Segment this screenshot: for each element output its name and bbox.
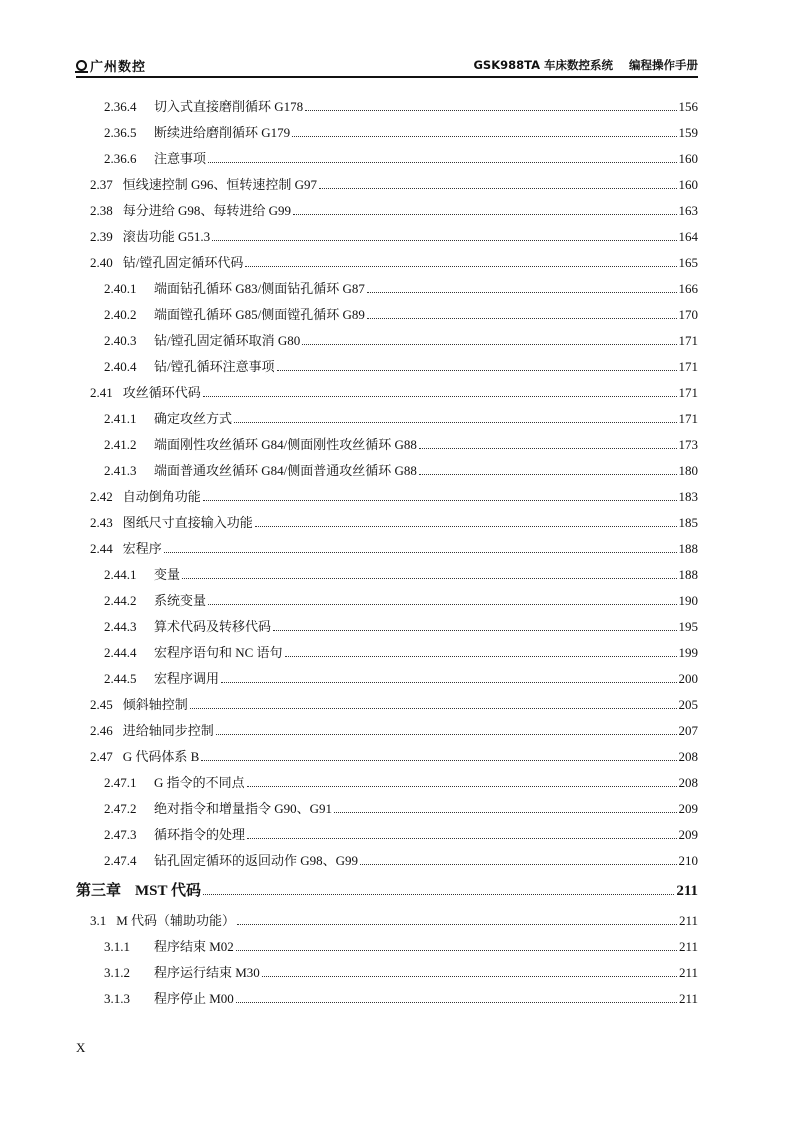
toc-leader-dots <box>367 318 677 319</box>
toc-page-number: 209 <box>678 827 698 842</box>
toc-section-title: 程序停止 M00 <box>154 991 234 1006</box>
toc-section-title: 每分进给 G98、每转进给 G99 <box>122 203 292 218</box>
doc-subtitle: 编程操作手册 <box>629 58 698 72</box>
toc-section-number: 2.37 <box>90 177 113 192</box>
toc-page-number: 159 <box>678 125 698 140</box>
toc-section-title: 注意事项 <box>154 151 207 166</box>
toc-section-number: 2.36.5 <box>104 125 137 140</box>
toc-section-title: 端面刚性攻丝循环 G84/侧面刚性攻丝循环 G88 <box>154 437 417 452</box>
toc-page-number: 160 <box>678 177 698 192</box>
toc-page-number: 208 <box>678 775 698 790</box>
toc-page-number: 163 <box>678 203 698 218</box>
toc-page-number: 207 <box>678 723 698 738</box>
toc-leader-dots <box>305 110 676 111</box>
toc-section-number: 2.47.3 <box>104 827 137 842</box>
toc-section-number: 2.45 <box>90 697 113 712</box>
toc-entry[interactable] <box>76 433 698 453</box>
toc-leader-dots <box>203 396 677 397</box>
page-number: X <box>76 1040 86 1055</box>
toc-leader-dots <box>273 630 676 631</box>
toc-chapter-entry[interactable] <box>76 879 698 899</box>
toc-section-number: 2.44.2 <box>104 593 137 608</box>
toc-section-number: 2.47.1 <box>104 775 137 790</box>
toc-section-number: 2.44 <box>90 541 113 556</box>
toc-leader-dots <box>319 188 676 189</box>
toc-section-number: 2.44.4 <box>104 645 137 660</box>
toc-page-number: 171 <box>678 333 698 348</box>
toc-section-number: 3.1.1 <box>104 939 130 954</box>
toc-section-title: 钻/镗孔固定循环取消 G80 <box>154 333 301 348</box>
toc-leader-dots <box>419 448 677 449</box>
toc-page-number: 208 <box>678 749 698 764</box>
toc-section-number: 2.38 <box>90 203 113 218</box>
toc-section-number: 2.36.4 <box>104 99 137 114</box>
toc-section-number: 3.1.3 <box>104 991 130 1006</box>
toc-leader-dots <box>236 950 677 951</box>
toc-entry[interactable] <box>76 641 698 661</box>
toc-section-title: 宏程序语句和 NC 语句 <box>154 645 283 660</box>
company-logo <box>76 56 146 74</box>
toc-page-number: 211 <box>678 991 698 1006</box>
page-header <box>76 56 698 74</box>
toc-section-title: 宏程序调用 <box>154 671 220 686</box>
toc-entry[interactable] <box>76 823 698 843</box>
toc-entry[interactable] <box>76 147 698 167</box>
toc-leader-dots <box>190 708 677 709</box>
toc-section-title: 攻丝循环代码 <box>122 385 201 400</box>
toc-section-title: 循环指令的处理 <box>154 827 246 842</box>
toc-entry[interactable] <box>76 537 698 557</box>
toc-entry[interactable] <box>76 251 698 271</box>
logo-icon <box>76 60 87 71</box>
toc-section-title: 算术代码及转移代码 <box>154 619 272 634</box>
toc-entry[interactable] <box>76 329 698 349</box>
toc-entry[interactable] <box>76 485 698 505</box>
toc-section-number: 2.41.3 <box>104 463 137 478</box>
header-divider <box>76 76 698 78</box>
toc-entry[interactable] <box>76 745 698 765</box>
toc-section-title: 变量 <box>154 567 181 582</box>
toc-section-number: 2.42 <box>90 489 113 504</box>
toc-section-number: 2.39 <box>90 229 113 244</box>
toc-section-number: 3.1 <box>90 913 107 928</box>
toc-page-number: 180 <box>678 463 698 478</box>
toc-page-number: 173 <box>678 437 698 452</box>
toc-section-title: 绝对指令和增量指令 G90、G91 <box>154 801 333 816</box>
toc-section-number: 2.41 <box>90 385 113 400</box>
toc-page-number: 195 <box>678 619 698 634</box>
toc-page-number: 164 <box>678 229 698 244</box>
toc-entry[interactable] <box>76 797 698 817</box>
toc-entry[interactable] <box>76 849 698 869</box>
toc-section-number: 2.40.2 <box>104 307 137 322</box>
toc-entry[interactable] <box>76 615 698 635</box>
toc-leader-dots <box>236 1002 677 1003</box>
toc-section-number: 2.47 <box>90 749 113 764</box>
toc-entry[interactable] <box>76 199 698 219</box>
toc-entry[interactable] <box>76 303 698 323</box>
toc-section-number: 2.40.4 <box>104 359 137 374</box>
toc-entry[interactable] <box>76 935 698 955</box>
toc-section-title: 程序结束 M02 <box>154 939 234 954</box>
toc-page-number: 188 <box>678 541 698 556</box>
toc-section-title: 恒线速控制 G96、恒转速控制 G97 <box>122 177 318 192</box>
toc-entry[interactable] <box>76 667 698 687</box>
toc-section-number: 2.40 <box>90 255 113 270</box>
toc-leader-dots <box>237 924 677 925</box>
toc-entry[interactable] <box>76 719 698 739</box>
toc-page-number: 209 <box>678 801 698 816</box>
toc-section-number: 2.41.1 <box>104 411 137 426</box>
toc-page-number: 210 <box>678 853 698 868</box>
toc-page-number: 205 <box>678 697 698 712</box>
doc-title: GSK988TA 车床数控系统 <box>473 58 613 72</box>
toc-leader-dots <box>419 474 677 475</box>
toc-page-number: 211 <box>678 965 698 980</box>
toc-page-number: 156 <box>678 99 698 114</box>
toc-entry[interactable] <box>76 121 698 141</box>
toc-entry[interactable] <box>76 173 698 193</box>
toc-entry[interactable] <box>76 987 698 1007</box>
toc-entry[interactable] <box>76 693 698 713</box>
toc-section-title: 端面普通攻丝循环 G84/侧面普通攻丝循环 G88 <box>154 463 417 478</box>
toc-entry[interactable] <box>76 589 698 609</box>
toc-section-number: 2.44.3 <box>104 619 137 634</box>
toc-section-title: 确定攻丝方式 <box>154 411 233 426</box>
toc-section-number: 2.46 <box>90 723 113 738</box>
toc-leader-dots <box>277 370 677 371</box>
toc-leader-dots <box>212 240 676 241</box>
toc-leader-dots <box>293 214 676 215</box>
logo-text: 广州数控 <box>90 59 147 75</box>
toc-page-number: 171 <box>678 411 698 426</box>
toc-leader-dots <box>164 552 677 553</box>
toc-leader-dots <box>247 786 677 787</box>
toc-entry[interactable] <box>76 909 698 929</box>
toc-page-number: 166 <box>678 281 698 296</box>
toc-page-number: 160 <box>678 151 698 166</box>
toc-section-number: 2.47.4 <box>104 853 137 868</box>
toc-section-title: 断续进给磨削循环 G179 <box>154 125 291 140</box>
toc-page-number: 211 <box>678 913 698 928</box>
toc-leader-dots <box>203 894 674 895</box>
toc-section-number: 2.41.2 <box>104 437 137 452</box>
toc-entry[interactable] <box>76 511 698 531</box>
toc-leader-dots <box>216 734 677 735</box>
toc-leader-dots <box>262 976 677 977</box>
header-title <box>473 56 698 74</box>
toc-section-number: 2.40.1 <box>104 281 137 296</box>
toc-leader-dots <box>221 682 676 683</box>
toc-section-title: 滚齿功能 G51.3 <box>122 229 211 244</box>
toc-section-title: 端面镗孔循环 G85/侧面镗孔循环 G89 <box>154 307 365 322</box>
toc-section-title: 系统变量 <box>154 593 207 608</box>
toc-section-number: 2.40.3 <box>104 333 137 348</box>
toc-section-title: 自动倒角功能 <box>122 489 201 504</box>
toc-section-title: 切入式直接磨削循环 G178 <box>154 99 304 114</box>
toc-section-title: 钻孔固定循环的返回动作 G98、G99 <box>154 853 359 868</box>
toc-section-number: 第三章 <box>76 883 122 899</box>
toc-leader-dots <box>360 864 676 865</box>
toc-entry[interactable] <box>76 563 698 583</box>
toc-entry[interactable] <box>76 407 698 427</box>
toc-entry[interactable] <box>76 95 698 115</box>
toc-section-title: 钻/镗孔循环注意事项 <box>154 359 275 374</box>
toc-section-number: 3.1.2 <box>104 965 130 980</box>
toc-leader-dots <box>182 578 676 579</box>
toc-section-title: 程序运行结束 M30 <box>154 965 260 980</box>
toc-entry[interactable] <box>76 277 698 297</box>
toc-entry[interactable] <box>76 961 698 981</box>
toc-leader-dots <box>247 838 676 839</box>
toc-section-title: 图纸尺寸直接输入功能 <box>122 515 253 530</box>
toc-entry[interactable] <box>76 355 698 375</box>
toc-leader-dots <box>302 344 676 345</box>
toc-section-title: 钻/镗孔固定循环代码 <box>122 255 244 270</box>
toc-section-title: 宏程序 <box>122 541 162 556</box>
toc-page-number: 188 <box>678 567 698 582</box>
toc-page-number: 199 <box>678 645 698 660</box>
toc-entry[interactable] <box>76 381 698 401</box>
toc-leader-dots <box>367 292 677 293</box>
toc-leader-dots <box>201 760 676 761</box>
toc-section-title: 进给轴同步控制 <box>122 723 214 738</box>
toc-page-number: 183 <box>678 489 698 504</box>
toc-page-number: 185 <box>678 515 698 530</box>
toc-section-title: 端面钻孔循环 G83/侧面钻孔循环 G87 <box>154 281 365 296</box>
toc-leader-dots <box>234 422 676 423</box>
toc-page-number: 211 <box>678 939 698 954</box>
toc-section-title: M 代码（辅助功能） <box>116 913 236 928</box>
toc-leader-dots <box>208 162 676 163</box>
toc-section-number: 2.36.6 <box>104 151 137 166</box>
toc-leader-dots <box>285 656 677 657</box>
toc-section-title: MST 代码 <box>135 883 201 899</box>
toc-page-number: 190 <box>678 593 698 608</box>
toc-section-title: G 指令的不同点 <box>154 775 245 790</box>
toc-section-title: G 代码体系 B <box>122 749 200 764</box>
toc-page-number: 211 <box>676 883 698 899</box>
toc-leader-dots <box>245 266 676 267</box>
toc-page-number: 171 <box>678 359 698 374</box>
toc-leader-dots <box>334 812 676 813</box>
toc-leader-dots <box>255 526 677 527</box>
toc-section-number: 2.44.1 <box>104 567 137 582</box>
toc-section-number: 2.47.2 <box>104 801 137 816</box>
toc-entry[interactable] <box>76 771 698 791</box>
toc-entry[interactable] <box>76 459 698 479</box>
toc-leader-dots <box>208 604 676 605</box>
toc-section-number: 2.43 <box>90 515 113 530</box>
toc-page-number: 200 <box>678 671 698 686</box>
toc-entry[interactable] <box>76 225 698 245</box>
toc-leader-dots <box>203 500 677 501</box>
toc-section-title: 倾斜轴控制 <box>122 697 188 712</box>
toc-page-number: 170 <box>678 307 698 322</box>
toc-section-number: 2.44.5 <box>104 671 137 686</box>
toc-page-number: 171 <box>678 385 698 400</box>
toc-leader-dots <box>292 136 676 137</box>
toc-page-number: 165 <box>678 255 698 270</box>
